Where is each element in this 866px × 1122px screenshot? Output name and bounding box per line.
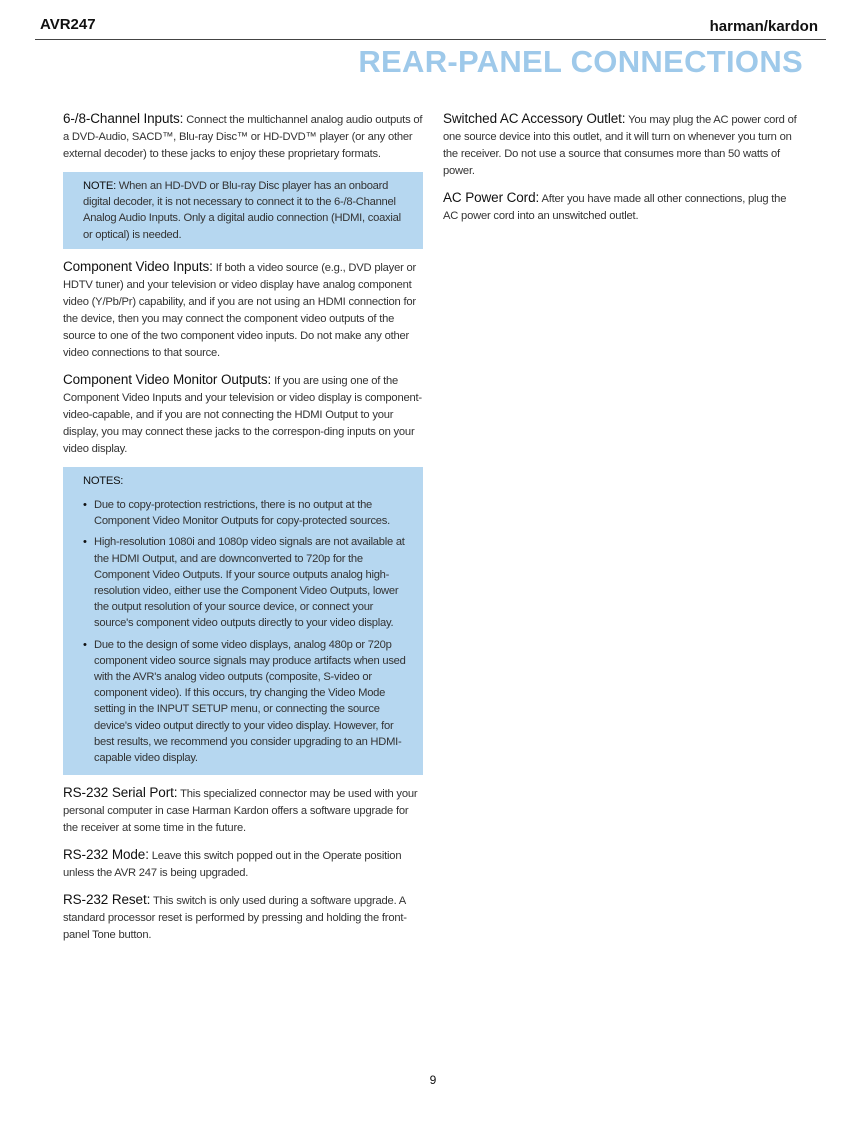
entry-component-video-inputs xyxy=(63,258,423,362)
notes-box xyxy=(63,467,423,775)
entry-term: RS-232 Reset: xyxy=(63,892,151,908)
entry-term: Switched AC Accessory Outlet: xyxy=(443,111,626,126)
entry-term: RS-232 Serial Port: xyxy=(63,785,178,801)
bullet-icon: • xyxy=(83,499,87,512)
entry-text: If both a video source (e.g., DVD player or HDTV tuner) and your television or video display have analog component video (Y/Pb/Pr) capability, and if you are not using an HDMI connection for the device, then you may connect the component video outputs of the source to one of the two component video inputs. Do not make any other video connections to that source. xyxy=(63,261,417,359)
brand-name: harman/kardon xyxy=(709,18,818,35)
list-item xyxy=(83,637,413,767)
bullet-icon: • xyxy=(83,536,87,549)
entry-ac-power-cord xyxy=(443,189,803,225)
list-item xyxy=(83,534,413,631)
bullet-icon: • xyxy=(83,638,87,651)
entry-text: This switch is only used during a software upgrade. A standard processor reset is performed by pressing and holding the front-panel Tone button. xyxy=(63,895,407,942)
entry-rs232-reset xyxy=(63,891,423,944)
entry-text: This specialized connector may be used with your personal computer in case Harman Kardon offers a software upgrade for the receiver at some time in the future. xyxy=(63,788,418,835)
entry-rs232-serial-port xyxy=(63,784,423,837)
entry-term: AC Power Cord: xyxy=(443,190,540,205)
entry-term: RS-232 Mode: xyxy=(63,847,149,863)
entry-multichannel-inputs xyxy=(63,110,423,163)
right-column xyxy=(443,110,803,234)
entry-component-video-monitor-outputs xyxy=(63,371,423,458)
entry-term: Component Video Monitor Outputs: xyxy=(63,371,272,387)
entry-text: If you are using one of the Component Video Inputs and your television or video display is component-video-capable, and if you are not connecting the HDMI Output to your display, you may connect these jacks to the correspon-ding inputs on your video display. xyxy=(63,374,422,455)
note-box xyxy=(63,172,423,249)
note-item-text: Due to the design of some video displays, analog 480p or 720p component video source signals may produce artifacts when used with the AVR's analog video outputs (composite, S-video or component video). If this occurs, try changing the Video Mode setting in the INPUT SETUP menu, or connecting the source device's video output directly to your video display. However, for best results, we recommend you consider upgrading to an HDMI-capable video display. xyxy=(94,638,406,765)
page-number: 9 xyxy=(429,1073,437,1087)
section-title: REAR-PANEL CONNECTIONS xyxy=(358,44,803,79)
note-item-text: High-resolution 1080i and 1080p video signals are not available at the HDMI Output, and are downconverted to 720p for the Component Video Outputs. If your source outputs analog high-resolution video, either use the Component Video Outputs, lower the output resolution of your source device, or connect your source's component video outputs directly to your video display. xyxy=(94,536,405,630)
entry-term: 6-/8-Channel Inputs: xyxy=(63,111,184,126)
entry-term: Component Video Inputs: xyxy=(63,258,213,274)
model-name: AVR247 xyxy=(40,16,96,33)
entry-text: You may plug the AC power cord of one source device into this outlet, and it will turn on whenever you turn on the receiver. Do not use a source that consumes more than 50 watts of power. xyxy=(443,114,797,177)
entry-text: Connect the multichannel analog audio outputs of a DVD-Audio, SACD™, Blu-ray Disc™ or HD-DVD™ player (or any other external decoder) to these jacks to enjoy these proprietary formats. xyxy=(63,114,423,160)
entry-switched-ac-outlet xyxy=(443,110,803,180)
entry-text: Leave this switch popped out in the Operate position unless the AVR 247 is being upgraded. xyxy=(63,850,402,880)
note-item-text: Due to copy-protection restrictions, there is no output at the Component Video Monitor Outputs for copy-protected sources. xyxy=(94,499,390,528)
entry-text: After you have made all other connections, plug the AC power cord into an unswitched outlet. xyxy=(443,193,787,222)
notes-list xyxy=(83,497,413,766)
note-text: When an HD-DVD or Blu-ray Disc player has an onboard digital decoder, it is not necessary to connect it to the 6-/8-Channel Analog Audio Inputs. Only a digital audio connection (HDMI, coaxial or optical) is needed. xyxy=(83,180,401,241)
entry-rs232-mode xyxy=(63,846,423,882)
notes-title: NOTES: xyxy=(83,474,124,487)
list-item xyxy=(83,497,413,529)
note-label: NOTE: xyxy=(83,180,116,192)
left-column xyxy=(63,110,423,953)
header-divider xyxy=(35,39,826,40)
